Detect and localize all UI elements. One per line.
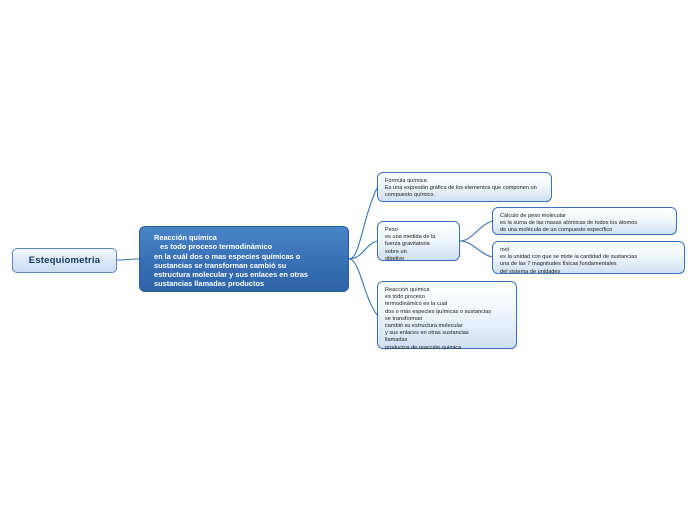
main-line-4: sustancias se transforman cambió su <box>154 260 287 270</box>
connector-main-peso <box>349 241 377 259</box>
reaccion-line-3: termodinámico en la cual <box>385 301 448 308</box>
node-estequiometria-label: Estequiometria <box>28 255 101 266</box>
main-line-5: estructura molecular y sus enlaces en otras <box>154 270 309 280</box>
formula-line-3: compuesto químico. <box>385 192 436 199</box>
calculo-line-3: de una molécula de un compuesto específico <box>500 227 613 234</box>
peso-line-5: objetivo <box>385 255 405 262</box>
connector-peso-mol <box>460 241 492 257</box>
reaccion-line-9: productos de reacción química <box>385 344 462 351</box>
formula-line-2: Es una expresión gráfica de los elementos que componen un <box>385 185 537 192</box>
peso-line-4: sobre un <box>385 248 407 255</box>
reaccion-line-2: es todo proceso <box>385 294 425 301</box>
formula-line-1: Fórmula química <box>385 178 427 184</box>
calculo-line-1: Cálculo de peso molecular <box>500 213 566 219</box>
mol-line-1: mol <box>500 247 510 253</box>
reaccion-line-7: y sus enlaces en otras sustancias <box>385 330 469 337</box>
mol-line-2: es la unidad con que se mide la cantidad de sustancias <box>500 254 638 261</box>
peso-line-3: fuerza gravitatoria <box>385 241 430 248</box>
connector-root-main <box>117 259 139 260</box>
calculo-line-2: es la suma de las masas atómicas de todos los átomos <box>500 220 638 227</box>
node-mol[interactable] <box>492 241 685 274</box>
node-calculo-peso-molecular[interactable] <box>492 207 677 235</box>
main-line-2: es todo proceso termodinámico <box>160 242 273 252</box>
reaccion-line-8: llamadas <box>385 337 408 344</box>
connector-peso-calculo <box>460 221 492 241</box>
node-reaccion-quimica-main[interactable] <box>139 226 349 292</box>
reaccion-line-4: dos o más especies químicas o sustancias <box>385 308 492 315</box>
main-line-6: sustancias llamadas productos <box>154 279 265 289</box>
mol-line-3: una de las 7 magnitudes físicas fundamentales <box>500 261 617 268</box>
peso-line-2: es una medida de la <box>385 234 436 241</box>
reaccion-line-5: se transforman <box>385 315 423 322</box>
node-reaccion-quimica-detail[interactable] <box>377 281 517 349</box>
main-line-3: en la cuál dos o mas especies químicas o <box>154 251 301 261</box>
reaccion-line-1: Reacción química <box>385 287 430 293</box>
connector-main-formula <box>349 188 377 259</box>
peso-line-1: Peso <box>385 227 398 233</box>
mol-line-4: del sistema de unidades <box>500 268 561 275</box>
node-formula-quimica[interactable] <box>377 172 552 202</box>
node-estequiometria[interactable] <box>12 248 117 273</box>
main-line-1: Reacción química <box>154 233 217 242</box>
reaccion-line-6: cambió su estructura molecular <box>385 323 463 330</box>
node-peso[interactable] <box>377 221 460 261</box>
connector-main-reaccion <box>349 259 377 315</box>
